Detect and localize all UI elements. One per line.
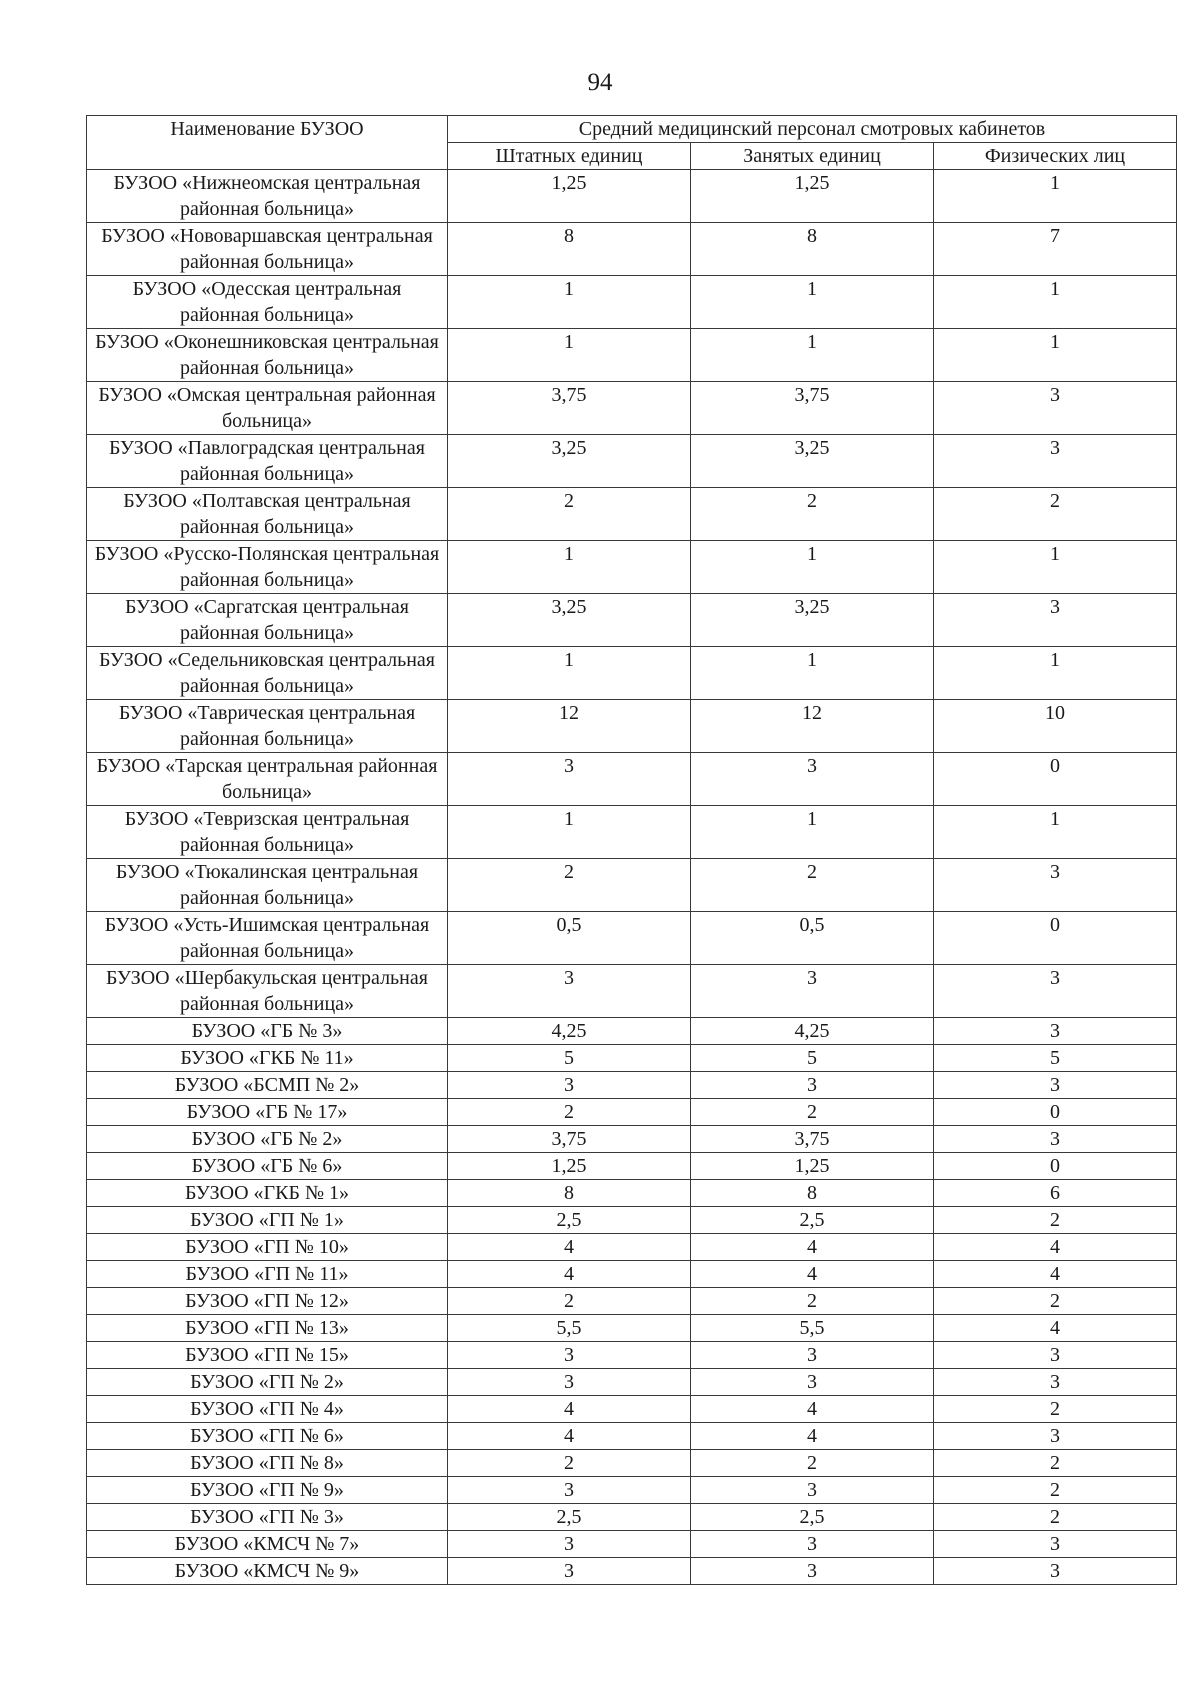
- institution-name-cell: БУЗОО «БСМП № 2»: [87, 1072, 448, 1099]
- occupied-units-cell: 3: [691, 1342, 934, 1369]
- occupied-units-cell: 2,5: [691, 1504, 934, 1531]
- staff-units-cell: 4: [448, 1423, 691, 1450]
- table-row: [87, 1504, 1177, 1531]
- persons-cell: 0: [934, 912, 1177, 965]
- table-row: [87, 1018, 1177, 1045]
- occupied-units-cell: 2: [691, 1099, 934, 1126]
- staff-units-cell: 8: [448, 223, 691, 276]
- table-row: [87, 1153, 1177, 1180]
- occupied-units-cell: 5: [691, 1045, 934, 1072]
- table-row: [87, 382, 1177, 435]
- institution-name-cell: БУЗОО «Нововаршавская центральная районная больница»: [87, 223, 448, 276]
- staff-units-cell: 1: [448, 806, 691, 859]
- table-row: [87, 1315, 1177, 1342]
- table-row: [87, 1369, 1177, 1396]
- occupied-units-cell: 3,25: [691, 594, 934, 647]
- occupied-units-cell: 3: [691, 1369, 934, 1396]
- persons-cell: 3: [934, 1072, 1177, 1099]
- institution-name-cell: БУЗОО «Русско-Полянская центральная районная больница»: [87, 541, 448, 594]
- occupied-units-cell: 8: [691, 1180, 934, 1207]
- staff-units-cell: 1: [448, 647, 691, 700]
- institution-name-cell: БУЗОО «ГБ № 17»: [87, 1099, 448, 1126]
- occupied-units-cell: 2: [691, 1450, 934, 1477]
- institution-name-cell: БУЗОО «Тевризская центральная районная больница»: [87, 806, 448, 859]
- persons-cell: 1: [934, 806, 1177, 859]
- staff-table: [86, 115, 1177, 1585]
- persons-cell: 2: [934, 1207, 1177, 1234]
- occupied-units-cell: 3,25: [691, 435, 934, 488]
- occupied-units-cell: 4,25: [691, 1018, 934, 1045]
- table-row: [87, 170, 1177, 223]
- institution-name-cell: БУЗОО «ГП № 6»: [87, 1423, 448, 1450]
- persons-cell: 1: [934, 541, 1177, 594]
- occupied-units-cell: 1: [691, 541, 934, 594]
- table-body: [87, 170, 1177, 1585]
- occupied-units-cell: 12: [691, 700, 934, 753]
- column-header-name: Наименование БУЗОО: [87, 116, 448, 170]
- page-number: 94: [587, 69, 613, 96]
- occupied-units-cell: 4: [691, 1423, 934, 1450]
- staff-units-cell: 2: [448, 1099, 691, 1126]
- staff-units-cell: 8: [448, 1180, 691, 1207]
- occupied-units-cell: 1: [691, 806, 934, 859]
- institution-name-cell: БУЗОО «КМСЧ № 7»: [87, 1531, 448, 1558]
- staff-units-cell: 3,25: [448, 594, 691, 647]
- occupied-units-cell: 3,75: [691, 382, 934, 435]
- staff-units-cell: 3: [448, 965, 691, 1018]
- table-row: [87, 488, 1177, 541]
- persons-cell: 0: [934, 1099, 1177, 1126]
- staff-units-cell: 3: [448, 1558, 691, 1585]
- staff-units-cell: 1: [448, 329, 691, 382]
- table-row: [87, 594, 1177, 647]
- persons-cell: 3: [934, 1342, 1177, 1369]
- staff-units-cell: 2: [448, 1288, 691, 1315]
- table-row: [87, 1234, 1177, 1261]
- table-row: [87, 1450, 1177, 1477]
- institution-name-cell: БУЗОО «Саргатская центральная районная больница»: [87, 594, 448, 647]
- institution-name-cell: БУЗОО «Павлоградская центральная районная больница»: [87, 435, 448, 488]
- institution-name-cell: БУЗОО «Шербакульская центральная районная больница»: [87, 965, 448, 1018]
- persons-cell: 2: [934, 488, 1177, 541]
- persons-cell: 3: [934, 1423, 1177, 1450]
- occupied-units-cell: 3: [691, 965, 934, 1018]
- persons-cell: 4: [934, 1261, 1177, 1288]
- institution-name-cell: БУЗОО «ГБ № 3»: [87, 1018, 448, 1045]
- column-header-occupied-units: Занятых единиц: [691, 143, 934, 170]
- staff-units-cell: 4,25: [448, 1018, 691, 1045]
- table-row: [87, 1180, 1177, 1207]
- persons-cell: 2: [934, 1504, 1177, 1531]
- staff-units-cell: 4: [448, 1261, 691, 1288]
- staff-units-cell: 12: [448, 700, 691, 753]
- table-row: [87, 541, 1177, 594]
- table-row: [87, 753, 1177, 806]
- institution-name-cell: БУЗОО «Оконешниковская центральная районная больница»: [87, 329, 448, 382]
- staff-units-cell: 3: [448, 1369, 691, 1396]
- occupied-units-cell: 1,25: [691, 1153, 934, 1180]
- staff-units-cell: 4: [448, 1234, 691, 1261]
- staff-units-cell: 3: [448, 1477, 691, 1504]
- persons-cell: 3: [934, 594, 1177, 647]
- institution-name-cell: БУЗОО «Седельниковская центральная районная больница»: [87, 647, 448, 700]
- table-row: [87, 700, 1177, 753]
- staff-units-cell: 1,25: [448, 1153, 691, 1180]
- staff-units-cell: 2: [448, 859, 691, 912]
- persons-cell: 2: [934, 1477, 1177, 1504]
- institution-name-cell: БУЗОО «ГП № 3»: [87, 1504, 448, 1531]
- persons-cell: 3: [934, 1018, 1177, 1045]
- occupied-units-cell: 1: [691, 647, 934, 700]
- staff-units-cell: 5,5: [448, 1315, 691, 1342]
- institution-name-cell: БУЗОО «ГП № 15»: [87, 1342, 448, 1369]
- persons-cell: 3: [934, 859, 1177, 912]
- occupied-units-cell: 2: [691, 1288, 934, 1315]
- institution-name-cell: БУЗОО «Одесская центральная районная больница»: [87, 276, 448, 329]
- column-header-staff-units: Штатных единиц: [448, 143, 691, 170]
- occupied-units-cell: 4: [691, 1234, 934, 1261]
- table-row: [87, 223, 1177, 276]
- persons-cell: 0: [934, 753, 1177, 806]
- occupied-units-cell: 1: [691, 276, 934, 329]
- persons-cell: 2: [934, 1450, 1177, 1477]
- table-row: [87, 912, 1177, 965]
- institution-name-cell: БУЗОО «Усть-Ишимская центральная районная больница»: [87, 912, 448, 965]
- staff-units-cell: 3,75: [448, 382, 691, 435]
- staff-units-cell: 3,75: [448, 1126, 691, 1153]
- institution-name-cell: БУЗОО «Полтавская центральная районная больница»: [87, 488, 448, 541]
- column-group-header: Средний медицинский персонал смотровых кабинетов: [448, 116, 1177, 143]
- column-header-persons: Физических лиц: [934, 143, 1177, 170]
- persons-cell: 2: [934, 1288, 1177, 1315]
- persons-cell: 0: [934, 1153, 1177, 1180]
- occupied-units-cell: 3: [691, 1072, 934, 1099]
- staff-units-cell: 2,5: [448, 1207, 691, 1234]
- staff-units-cell: 3: [448, 1072, 691, 1099]
- persons-cell: 1: [934, 329, 1177, 382]
- persons-cell: 3: [934, 1369, 1177, 1396]
- table-row: [87, 1531, 1177, 1558]
- table-row: [87, 965, 1177, 1018]
- table-row: [87, 859, 1177, 912]
- persons-cell: 3: [934, 1531, 1177, 1558]
- institution-name-cell: БУЗОО «ГКБ № 1»: [87, 1180, 448, 1207]
- persons-cell: 4: [934, 1234, 1177, 1261]
- occupied-units-cell: 3: [691, 753, 934, 806]
- persons-cell: 3: [934, 965, 1177, 1018]
- institution-name-cell: БУЗОО «ГБ № 6»: [87, 1153, 448, 1180]
- staff-units-cell: 1: [448, 276, 691, 329]
- institution-name-cell: БУЗОО «Тарская центральная районная больница»: [87, 753, 448, 806]
- table-row: [87, 1072, 1177, 1099]
- institution-name-cell: БУЗОО «Омская центральная районная больница»: [87, 382, 448, 435]
- staff-units-cell: 1,25: [448, 170, 691, 223]
- occupied-units-cell: 3: [691, 1531, 934, 1558]
- persons-cell: 10: [934, 700, 1177, 753]
- table-container: [86, 115, 1177, 1585]
- persons-cell: 3: [934, 382, 1177, 435]
- occupied-units-cell: 2: [691, 488, 934, 541]
- persons-cell: 1: [934, 276, 1177, 329]
- staff-units-cell: 4: [448, 1396, 691, 1423]
- persons-cell: 6: [934, 1180, 1177, 1207]
- table-row: [87, 1261, 1177, 1288]
- persons-cell: 1: [934, 647, 1177, 700]
- staff-units-cell: 2,5: [448, 1504, 691, 1531]
- table-row: [87, 1477, 1177, 1504]
- table-row: [87, 1396, 1177, 1423]
- persons-cell: 4: [934, 1315, 1177, 1342]
- table-row: [87, 1342, 1177, 1369]
- table-row: [87, 806, 1177, 859]
- table-row: [87, 1288, 1177, 1315]
- persons-cell: 1: [934, 170, 1177, 223]
- table-row: [87, 435, 1177, 488]
- persons-cell: 2: [934, 1396, 1177, 1423]
- persons-cell: 3: [934, 435, 1177, 488]
- institution-name-cell: БУЗОО «ГП № 1»: [87, 1207, 448, 1234]
- institution-name-cell: БУЗОО «ГП № 10»: [87, 1234, 448, 1261]
- occupied-units-cell: 3: [691, 1477, 934, 1504]
- table-row: [87, 329, 1177, 382]
- staff-units-cell: 3: [448, 753, 691, 806]
- institution-name-cell: БУЗОО «ГП № 4»: [87, 1396, 448, 1423]
- staff-units-cell: 3: [448, 1342, 691, 1369]
- institution-name-cell: БУЗОО «ГП № 12»: [87, 1288, 448, 1315]
- table-row: [87, 1126, 1177, 1153]
- occupied-units-cell: 4: [691, 1261, 934, 1288]
- institution-name-cell: БУЗОО «Таврическая центральная районная больница»: [87, 700, 448, 753]
- table-header-row: [87, 116, 1177, 143]
- institution-name-cell: БУЗОО «ГП № 8»: [87, 1450, 448, 1477]
- table-row: [87, 647, 1177, 700]
- table-row: [87, 1099, 1177, 1126]
- staff-units-cell: 1: [448, 541, 691, 594]
- table-row: [87, 1045, 1177, 1072]
- persons-cell: 3: [934, 1126, 1177, 1153]
- institution-name-cell: БУЗОО «ГП № 9»: [87, 1477, 448, 1504]
- staff-units-cell: 2: [448, 488, 691, 541]
- persons-cell: 7: [934, 223, 1177, 276]
- institution-name-cell: БУЗОО «ГП № 13»: [87, 1315, 448, 1342]
- institution-name-cell: БУЗОО «ГП № 2»: [87, 1369, 448, 1396]
- occupied-units-cell: 3: [691, 1558, 934, 1585]
- occupied-units-cell: 1: [691, 329, 934, 382]
- staff-units-cell: 0,5: [448, 912, 691, 965]
- institution-name-cell: БУЗОО «ГКБ № 11»: [87, 1045, 448, 1072]
- staff-units-cell: 2: [448, 1450, 691, 1477]
- persons-cell: 3: [934, 1558, 1177, 1585]
- institution-name-cell: БУЗОО «ГБ № 2»: [87, 1126, 448, 1153]
- institution-name-cell: БУЗОО «ГП № 11»: [87, 1261, 448, 1288]
- staff-units-cell: 5: [448, 1045, 691, 1072]
- staff-units-cell: 3: [448, 1531, 691, 1558]
- occupied-units-cell: 2: [691, 859, 934, 912]
- occupied-units-cell: 0,5: [691, 912, 934, 965]
- staff-units-cell: 3,25: [448, 435, 691, 488]
- table-row: [87, 276, 1177, 329]
- occupied-units-cell: 8: [691, 223, 934, 276]
- table-row: [87, 1207, 1177, 1234]
- occupied-units-cell: 4: [691, 1396, 934, 1423]
- institution-name-cell: БУЗОО «КМСЧ № 9»: [87, 1558, 448, 1585]
- institution-name-cell: БУЗОО «Тюкалинская центральная районная больница»: [87, 859, 448, 912]
- occupied-units-cell: 2,5: [691, 1207, 934, 1234]
- institution-name-cell: БУЗОО «Нижнеомская центральная районная больница»: [87, 170, 448, 223]
- occupied-units-cell: 1,25: [691, 170, 934, 223]
- occupied-units-cell: 3,75: [691, 1126, 934, 1153]
- persons-cell: 5: [934, 1045, 1177, 1072]
- table-row: [87, 1423, 1177, 1450]
- occupied-units-cell: 5,5: [691, 1315, 934, 1342]
- table-row: [87, 1558, 1177, 1585]
